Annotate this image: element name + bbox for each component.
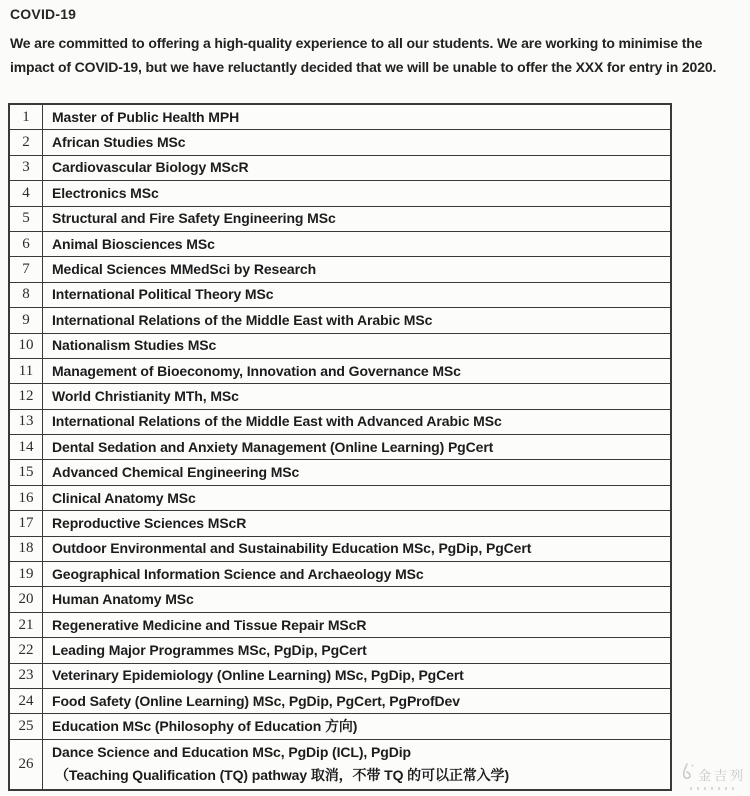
row-number: 12 [10,384,43,408]
course-name-cell [43,283,670,307]
table-row [10,207,670,232]
row-number: 15 [10,460,43,484]
table-row [10,587,670,612]
table-row [10,714,670,739]
course-name-line: Leading Major Programmes MSc, PgDip, PgCert [52,641,367,658]
course-name-line: International Relations of the Middle East with Arabic MSc [52,311,433,328]
course-name-line: International Political Theory MSc [52,286,274,303]
row-number: 21 [10,613,43,637]
course-name-line: Regenerative Medicine and Tissue Repair MScR [52,616,367,633]
course-name-cell [43,410,670,434]
row-number: 20 [10,587,43,611]
course-name-line: Outdoor Environmental and Sustainability Education MSc, PgDip, PgCert [52,540,532,557]
course-name-line: （Teaching Qualification (TQ) pathway 取消，不带 TQ 的可以正常入学) [55,767,510,784]
course-name-line: Master of Public Health MPH [52,108,240,125]
course-name-cell [43,435,670,459]
course-name-line: Management of Bioeconomy, Innovation and Governance MSc [52,362,461,379]
course-name-line: Geographical Information Science and Archaeology MSc [52,565,424,582]
intro-line-2: impact of COVID-19, but we have reluctantly decided that we will be unable to offer the XXX for entry in 2020. [10,59,717,75]
table-row [10,105,670,130]
watermark-text: 金吉列 [697,767,746,783]
course-name-line: Nationalism Studies MSc [52,337,217,354]
course-name-cell [43,460,670,484]
table-row [10,384,670,409]
course-name-line: Food Safety (Online Learning) MSc, PgDip, PgCert, PgProfDev [52,692,460,709]
course-name-line: Electronics MSc [52,184,159,201]
course-name-cell [43,130,670,154]
course-name-cell [43,257,670,281]
row-number: 10 [10,334,43,358]
table-row [10,334,670,359]
row-number: 11 [10,359,43,383]
table-row [10,689,670,714]
course-name-line: Dental Sedation and Anxiety Management (Online Learning) PgCert [52,438,494,455]
course-name-line: Structural and Fire Safety Engineering MSc [52,210,336,227]
table-row [10,257,670,282]
table-row [10,511,670,536]
table-row [10,460,670,485]
course-name-cell [43,562,670,586]
row-number: 23 [10,664,43,688]
course-name-line: Human Anatomy MSc [52,591,194,608]
course-name-cell [43,232,670,256]
row-number: 5 [10,207,43,231]
row-number: 19 [10,562,43,586]
course-name-cell [43,105,670,129]
watermark-subtext-smudge [690,787,736,790]
course-name-line: Clinical Anatomy MSc [52,489,196,506]
course-name-cell [43,613,670,637]
watermark [681,763,746,790]
row-number: 13 [10,410,43,434]
table-row [10,232,670,257]
course-name-line: African Studies MSc [52,134,186,151]
row-number: 8 [10,283,43,307]
row-number: 6 [10,232,43,256]
table-row [10,435,670,460]
table-row [10,613,670,638]
course-name-cell [43,181,670,205]
table-row [10,359,670,384]
table-row [10,562,670,587]
table-row [10,638,670,663]
row-number: 24 [10,689,43,713]
row-number: 26 [10,740,43,789]
course-name-cell [43,359,670,383]
row-number: 4 [10,181,43,205]
table-row [10,130,670,155]
course-name-line: Cardiovascular Biology MScR [52,159,249,176]
course-name-line: Animal Biosciences MSc [52,235,215,252]
course-name-cell [43,740,670,789]
row-number: 7 [10,257,43,281]
row-number: 16 [10,486,43,510]
cancelled-programmes-table [8,103,672,791]
table-row [10,537,670,562]
course-name-cell [43,207,670,231]
jinjilie-logo-icon [681,763,696,785]
row-number: 25 [10,714,43,738]
course-name-cell [43,156,670,180]
course-name-line: Medical Sciences MMedSci by Research [52,261,317,278]
course-name-line: Dance Science and Education MSc, PgDip (ICL), PgDip [52,744,411,761]
row-number: 2 [10,130,43,154]
course-name-cell [43,714,670,738]
table-row [10,308,670,333]
row-number: 18 [10,537,43,561]
course-name-line: Veterinary Epidemiology (Online Learning) MSc, PgDip, PgCert [52,667,464,684]
course-name-cell [43,587,670,611]
intro-line-1: We are committed to offering a high-quality experience to all our students. We are working to minimise the [10,35,703,51]
course-name-line: World Christianity MTh, MSc [52,387,239,404]
table-row [10,740,670,789]
intro-paragraph [10,31,716,79]
course-name-line: Reproductive Sciences MScR [52,514,247,531]
table-row [10,283,670,308]
table-row [10,486,670,511]
course-name-cell [43,384,670,408]
course-name-cell [43,664,670,688]
course-name-cell [43,689,670,713]
row-number: 9 [10,308,43,332]
course-name-cell [43,638,670,662]
course-name-cell [43,486,670,510]
course-name-cell [43,308,670,332]
row-number: 1 [10,105,43,129]
row-number: 17 [10,511,43,535]
page-title: COVID-19 [10,6,77,22]
course-name-line: International Relations of the Middle East with Advanced Arabic MSc [52,413,502,430]
row-number: 22 [10,638,43,662]
course-name-cell [43,537,670,561]
row-number: 3 [10,156,43,180]
course-name-cell [43,511,670,535]
course-name-line: Advanced Chemical Engineering MSc [52,464,300,481]
course-name-cell [43,334,670,358]
table-row [10,410,670,435]
table-row [10,156,670,181]
course-name-line: Education MSc (Philosophy of Education 方向) [52,718,358,735]
watermark-row [681,763,746,785]
table-row [10,181,670,206]
row-number: 14 [10,435,43,459]
table-row [10,664,670,689]
